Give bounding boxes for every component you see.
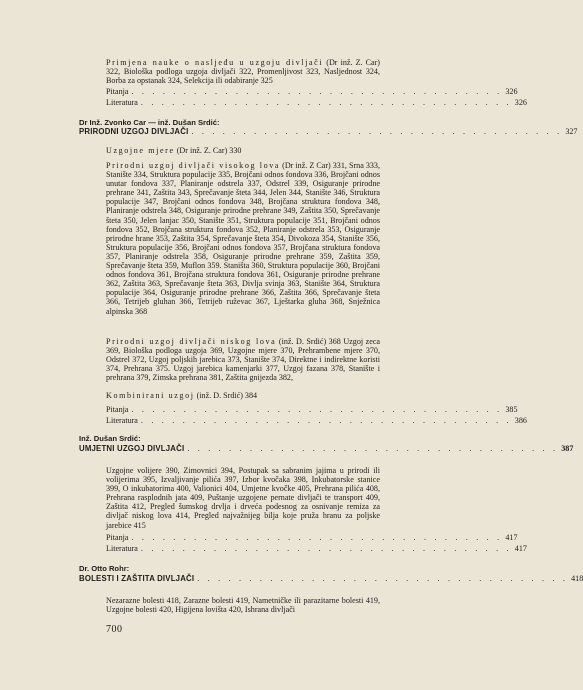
toc-label: Literatura [106, 544, 138, 553]
intro-paragraph [106, 58, 380, 85]
leader-dots: . . . . . . . . . . . . . . . . . . . . . . . . . . . . . . . . . . . . [187, 444, 559, 453]
section-page: 327 [565, 127, 578, 136]
toc-page: 326 [505, 87, 518, 96]
section-title-line [79, 574, 583, 584]
section-page: 418 [571, 574, 583, 583]
toc-page: 386 [514, 416, 527, 425]
page-number: 700 [106, 624, 123, 635]
section-title: PRIRODNI UZGOJ DIVLJAČI [79, 127, 189, 136]
toc-page: 417 [514, 544, 527, 553]
paragraph-text: (inž. D. Srdić) 368 Uzgoj zeca 369, Biološka podloga uzgoja 369, Uzgojne mjere 370, Prehrambene mjere 370, Odstrel 372, Uzgoj poljskih jarebica 373, Stanište 374, Direktne i indirektne koristi 374, Prehrana 375. Uzgoj jarebica kamenjarki 377, Uzgoj fazana 378, Stanište i prehrana 379, Zimska prehrana 381, Zaštita gnijezda 382, [106, 337, 381, 383]
section-title-line [79, 444, 574, 454]
toc-label: Literatura [106, 98, 138, 107]
section-title-line [79, 127, 578, 137]
toc-page: 385 [505, 405, 518, 414]
section-author: Inž. Dušan Srdić: [79, 434, 141, 443]
leader-dots: . . . . . . . . . . . . . . . . . . . . . . . . . . . . . . . . . . . . [140, 98, 512, 107]
paragraph-heading: Prirodni uzgoj divljači visokog lova [106, 161, 281, 170]
leader-dots: . . . . . . . . . . . . . . . . . . . . . . . . . . . . . . . . . . . . [140, 416, 512, 425]
toc-label: Pitanja [106, 533, 129, 542]
toc-line-literature-3 [106, 544, 527, 554]
paragraph-artificial [106, 466, 380, 530]
paragraph-text: Uzgojne volijere 390, Zimovnici 394, Postupak sa sabranim jajima u prirodi ili volijerima 395, Izvaljivanje pilića 397, Izbor kvočaka 398, Inkubatorske stanice 399, O inkubatorima 400, Valionici 404, Umjetne kvočke 405, Prehrana pilića 408, Prehrana rasplodnih jata 409, Puštanje uzgojene pernate divljači te transport 409, Zaštita 412, Pregled šumskog drvlja i drveća podesnog za osnivanje remiza za divljač niskog lova 414, Pregled najvažnijeg bilja koje pruža hranu za poljske jarebice 415 [106, 466, 380, 530]
toc-label: Pitanja [106, 405, 129, 414]
paragraph-heading: Kombinirani uzgoj [106, 391, 195, 400]
paragraph-measures [106, 146, 380, 155]
section-author: Dr. Otto Rohr: [79, 564, 130, 573]
paragraph-text: (inž. D. Srdić) 384 [194, 391, 258, 400]
paragraph-text: Nezarazne bolesti 418, Zarazne bolesti 419, Nametničke ili parazitarne bolesti 419, Uzgojne bolesti 420, Higijena lovišta 420, Ishrana divljači [106, 596, 380, 615]
paragraph-text: (Dr inž. Z Car) 331, Srna 333, Stanište 334, Struktura populacije 335, Brojčani odnos fondova 336, Brojčani odnos unutar fondova 337, Planiranje odstrela 337, Odstrel 339, Osiguranje prirodne prehrane 341, Zaštita 343, Sprečavanje šteta 344, Jelen 344, Stanište 346, Struktura populacije 347, Brojčani odnos fondova 348, Brojčana struktura fondova 348, Planiranje odstrela 348, Osiguranje prirodne prehrane 349, Zaštita 350, Sprečavanje šteta 350, Jelen lanjac 350, Stanište 351, Struktura populacije 351, Brojčani odnos fondova 352, Brojčana struktura fondova 352, Planiranje odstrela 353, Osiguranje prirodne hrane 353, Zaštita 354, Sprečavanje šteta 354, Divokoza 354, Stanište 356, Struktura populacije 356, Brojčani odnos fondova 357, Brojčana struktura fondova 357, Planiranje odstrela 358, Osiguranje prirodne prehrane 359, Zaštita 359, Sprečavanje šteta 359, Muflon 359. Staništa 360, Struktura populacije 360, Brojčani odnos fondova 361, Brojčana struktura fondova 361, Osiguranje prirodne prehrane 362, Zaštita 363, Sprečavanje šteta 363, Divlja svinja 363, Stanište 364, Struktura populacije 364, Osiguranje prirodne prehrane 366, Zaštita 366, Sprečavanje šteta 366, Tetrijeb gluhan 366, Tetrijeb ruževac 367, Lještarka gluha 368, Snježnica alpinska 368 [106, 161, 380, 316]
leader-dots: . . . . . . . . . . . . . . . . . . . . . . . . . . . . . . . . . . . . [191, 127, 563, 136]
intro-heading: Primjena nauke o nasljeđu u uzgoju divljači [106, 58, 324, 67]
leader-dots: . . . . . . . . . . . . . . . . . . . . . . . . . . . . . . . . . . . . [131, 533, 503, 542]
intro-text: (Dr inž. Z. Car) 322, Biološka podloga uzgoja divljači 322, Promenljivost 323, Nasljednost 324, Borba za opstanak 324, Selekcija ili odabiranje 325 [106, 58, 380, 86]
section-title: BOLESTI I ZAŠTITA DIVLJAČI [79, 574, 195, 583]
paragraph-text: (Dr inž. Z. Car) 330 [174, 146, 242, 155]
leader-dots: . . . . . . . . . . . . . . . . . . . . . . . . . . . . . . . . . . . . [197, 574, 569, 583]
section-author: Dr Inž. Zvonko Car — inž. Dušan Srdić: [79, 118, 220, 127]
leader-dots: . . . . . . . . . . . . . . . . . . . . . . . . . . . . . . . . . . . . [131, 87, 503, 96]
section-page: 387 [561, 444, 574, 453]
leader-dots: . . . . . . . . . . . . . . . . . . . . . . . . . . . . . . . . . . . . [131, 405, 503, 414]
toc-page: 417 [505, 533, 518, 542]
toc-line-literature-1 [106, 98, 527, 108]
paragraph-diseases [106, 596, 380, 614]
leader-dots: . . . . . . . . . . . . . . . . . . . . . . . . . . . . . . . . . . . . [140, 544, 512, 553]
paragraph-low-game [106, 337, 380, 382]
paragraph-heading: Uzgojne mjere [106, 146, 175, 155]
toc-line-literature-2 [106, 416, 527, 426]
paragraph-combined [106, 391, 380, 400]
section-title: UMJETNI UZGOJ DIVLJAČI [79, 444, 185, 453]
toc-line-questions-3 [106, 533, 518, 543]
toc-page: 326 [514, 98, 527, 107]
paragraph-heading: Prirodni uzgoj divljači niskog lova [106, 337, 277, 346]
toc-label: Pitanja [106, 87, 129, 96]
toc-label: Literatura [106, 416, 138, 425]
toc-line-questions-1 [106, 87, 518, 97]
paragraph-high-game [106, 161, 380, 316]
toc-line-questions-2 [106, 405, 518, 415]
